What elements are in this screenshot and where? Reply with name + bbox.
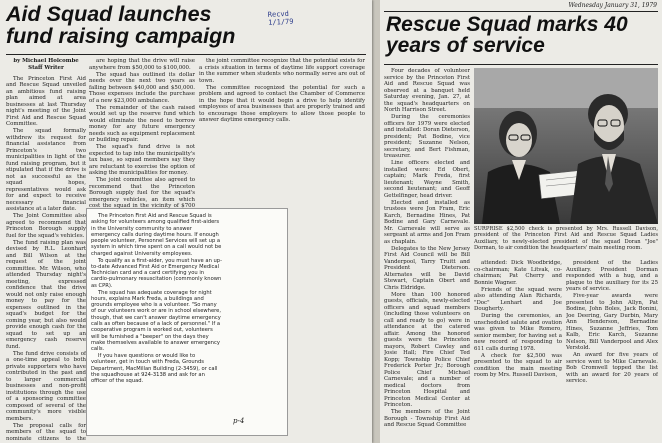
paragraph: Line officers elected and installed were: Ed Obert, captain; Mark Freda, first lieutenant; Wayne Smith, second lieutenant; and Geoff Gettelfinger, head driver.: [384, 160, 470, 199]
paragraph: Elected and installed as trustees were Jon Fram, Eric Karch, Bernadine Hines, Pat Bodine and Gary Carnevale. Mr. Carnevale will serve as sergeant at arms and Jon Fram as chaplain.: [384, 199, 470, 245]
paragraph: The committee recognized the potential for such a problem and agreed to contact the Chamber of Commerce in the hope that it would begin a drive to help identify employees of area businesses that are properly trained and to encourage those employers to allow those people to answer daytime emergency calls.: [199, 84, 365, 123]
paragraph: president of the Ladies Auxiliary. President Dorman responded with a hug, and a plaque to the auxiliary for its 25 years of service.: [566, 260, 658, 292]
paragraph: Delegates to the New Jersey First Aid Council will be Bill Vanderpool, Tarry Truitt and President Dieterson. Alternates will be David Stewart, Captain Obert and Chris Eldridge.: [384, 245, 470, 291]
dateline: Wednesday January 31, 1979: [568, 2, 657, 9]
paragraph: To qualify as a first-aider, you must have an up-to-date Advanced First Aid or Emergency Medical Technician card and a card certifying you in cardio-pulmonary resuscitation (commonly known as CPR).: [91, 257, 222, 289]
paragraph: A check for $2,500 was presented to the squad to air condition the main meeting room by Mrs. Russell Davison,: [474, 352, 562, 378]
paragraph: If you have questions or would like to volunteer, get in touch with Freda, Grounds Department, MacMillan Building (2-3459), or call the squadhouse at 924-3138 and ask for an officer of the squad.: [91, 353, 218, 385]
paragraph: are hoping that the drive will raise anywhere from $50,000 to $100,000.: [89, 58, 195, 71]
paragraph: the joint committee recognize that the potential exists for a crisis situation in terms of daytime life support coverage in the summer when students who normally serve are out of town.: [199, 58, 365, 84]
right-column-3: [566, 260, 658, 440]
right-column-1: [384, 68, 470, 440]
photo-image: [474, 68, 658, 224]
headline-rule: [6, 54, 366, 55]
headline-right: Rescue Squad marks 40 years of service: [386, 13, 628, 58]
byline-name: by Michael Holcombe: [13, 58, 79, 64]
masthead-rule: [384, 11, 658, 12]
paragraph: The members of the Joint Borough - Township First Aid and Rescue Squad Committee: [384, 409, 470, 428]
rescue-squad-clipping: [380, 0, 662, 443]
handwritten-note: Recvd 1/1/79: [267, 9, 294, 27]
notice-column: [91, 213, 222, 431]
check-presentation-photo: [474, 68, 658, 224]
paragraph: Friends of the squad were also attending Alan Richards, "Doc" Lenhart and Joe Dougherty.: [474, 286, 562, 312]
paragraph: The Joint Committee also agreed to recommend that Princeton Borough supply fuel for the squad's vehicles.: [6, 213, 86, 239]
paragraph: The fund raising plan was devised by R.L. Leonhart and Bill Wilson at the request of the joint committee. Mr. Wilson, who attended Thursday night's meeting, expressed confidence that the drive would not only raise enough money to pay for the expenses outlined in the squad's budget for the coming year, but also would provide enough cash for the squad to set up an emergency cash reserve fund.: [6, 239, 86, 350]
byline-title: Staff Writer: [28, 65, 64, 71]
volunteer-notice-clipping: [86, 208, 288, 436]
paragraph: The squad formally withdrew its request for financial assistance from Princeton's two municipalities in light of the fund raising program, but it stipulated that if the drive is not as successful as the squad hopes, representatives would ask for and expect to receive necessary financial assistance at a later date.: [6, 128, 86, 212]
paragraph: During the ceremonies, an unscheduled salute and ovation was given to Mike Romero, senior member, for having set a new record of responding to 611 calls during 1978.: [474, 313, 562, 352]
left-column-3: [199, 58, 365, 196]
paragraph: The remainder of the cash raised would set up the reserve fund which would eliminate the need to borrow money for any future emergency needs such as equipment replacement or building repair.: [89, 104, 195, 143]
paragraph: The Princeton First Aid and Rescue Squad is asking for volunteers among qualified first-aiders in the University community to answer emergency calls during daytime hours. If enough people volunteer, Personnel Services will set up a system in which time spent on a call would not be charged against University employees.: [91, 213, 222, 257]
paragraph: Four decades of volunteer service by the Princeton First Aid and Rescue Squad was observed at a banquet held Saturday evening, Jan. 27, at the squad's headquarters on North Harrison Street.: [384, 68, 470, 113]
paragraph: attended: Dick Woodbridge, co-chairman; Kate Litvak, co-chairman; Pat Cherry and Bonnie Wagner.: [474, 260, 562, 286]
notice-signature: p-4: [233, 417, 245, 425]
paragraph: Five-year awards were presented to John Allyn, Pat Bodine, John Boles, Jack Bonini, Joe Deering, Gary Durbin, Mary Ann Henderson, Bernadine Hines, Suzanne Jeffries, Tom Kalb, Eric Karch, Suzanne Nelson, Bill Vanderpool and Alex Verstold.: [566, 293, 658, 351]
left-column-2: [89, 58, 195, 208]
paragraph: The fund drive consists of a one-time appeal to both private supporters who have contributed in the past and to larger commercial businesses and non-profit institutions through the use of a sponsoring committee composed of several of the community's more visible members.: [6, 350, 86, 422]
paragraph: More than 100 honored guests, officials, newly-elected officers and squad members (including those volunteers on call and ready to go) were in attendance at the catered affair. Among the honored guests were the Princeton mayors, Robert Cawley and Josie Hall; Fire Chief Ted Kopp; Township Police Chief Frederick Porter Jr.; Borough Police Chief Michael Carnevale; and a number of medical doctors from Princeton Hospital and Princeton Medical Center at Princeton.: [384, 291, 470, 408]
headline-rule: [384, 64, 658, 65]
paragraph: The squad has adequate coverage for night hours, explains Mark Freda, a buildings and grounds employee who is a volunteer. "So many of our volunteers work or are in school elsewhere, though, that we can't answer daytime emergency calls as often because of a lack of personnel." If a cooperative program is worked out, volunteers will be furnished a "beeper" on the days they make themselves available to answer emergency calls.: [91, 289, 222, 353]
paragraph: The squad has outlined its dollar needs over the next two years as falling between $40,000 and $50,000. Those expenses include the purchase of a new $23,000 ambulance.: [89, 71, 195, 104]
photo-caption: SURPRISE $2,500 check is presented by Mrs. Russell Davison, president of the Princeton First Aid and Rescue Squad Ladies Auxiliary, to newly-elected president of the squad Doran "Joe" Dorman, to air condition the headquarters' main meeting room.: [474, 226, 658, 252]
right-column-2: [474, 260, 562, 440]
left-column-1: [6, 58, 86, 440]
paragraph: An award for five years of service went to Mike Carnevale. Bob Cromwell topped the list with an award for 20 years of service.: [566, 352, 658, 384]
paragraph: During the ceremonies officers for 1979 were elected and installed: Doran Dieterson, president; Pat Bodine, vice president; Suzanne Nelson, secretary, and Bert Fishman, treasurer.: [384, 114, 470, 159]
paragraph: The squad's fund drive is not expected to tap into the municipality's tax base, so squad members say they are reluctant to exercise the option of asking the municipalities for money.: [89, 144, 195, 176]
paragraph: The proposal calls for members of the squad to nominate citizens to the: [6, 422, 86, 440]
headline-left: Aid Squad launches fund raising campaign: [6, 2, 236, 48]
paragraph: The Princeton First Aid and Rescue Squad unveiled an ambitious fund raising plan aimed at area businesses at last Thursday night's meeting of the Joint First Aid and Rescue Squad Committee.: [6, 75, 86, 127]
paragraph: The joint committee also agreed to recommend that the Princeton Borough supply fuel for the squad's emergency vehicles, an item which cost the squad in the vicinity of $700: [89, 177, 195, 208]
